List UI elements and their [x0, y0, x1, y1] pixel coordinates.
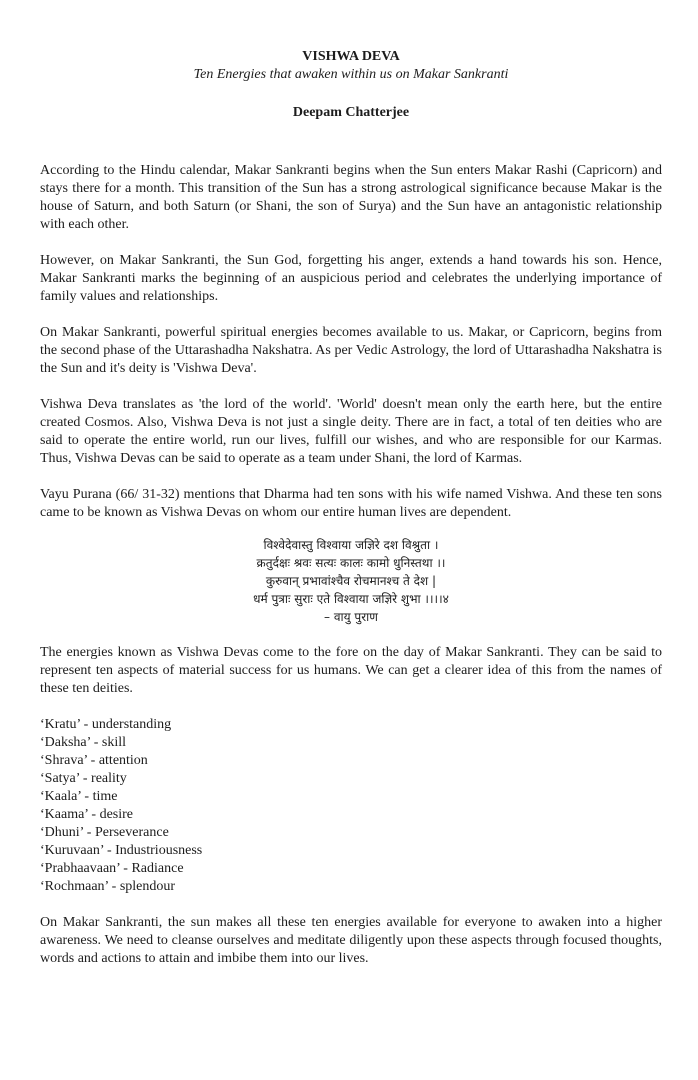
paragraph-6: The energies known as Vishwa Devas come to the fore on the day of Makar Sankranti. They can be said to represent ten aspects of material success for us humans. We can get a clearer idea of this from the names of these ten deities. — [40, 645, 662, 696]
paragraph-5: Vayu Purana (66/ 31-32) mentions that Dharma had ten sons with his wife named Vishwa. And these ten sons came to be known as Vishwa Devas on whom our entire human lives are dependent. — [40, 487, 662, 520]
list-item: ‘Shrava’ - attention — [40, 753, 148, 768]
document-subtitle: Ten Energies that awaken within us on Makar Sankranti — [193, 67, 509, 82]
author-name: Deepam Chatterjee — [292, 105, 410, 120]
document-page — [40, 48, 662, 968]
list-item: ‘Kaala’ - time — [40, 789, 118, 804]
verse-line: कुरुवान् प्रभावांश्चैव रोचमानश्च ते देश | — [265, 574, 437, 588]
paragraph-1: According to the Hindu calendar, Makar Sankranti begins when the Sun enters Makar Rashi (Capricorn) and stays there for a month. This transition of the Sun has a strong astrological significance because Makar is the house of Saturn, and both Saturn (or Shani, the son of Surya) and the Sun have an antagonistic relationship with each other. — [40, 163, 662, 232]
list-item: ‘Kaama’ - desire — [40, 807, 134, 822]
verse-line: क्रतुर्दक्षः श्रवः सत्यः कालः कामो धुनिस्तथा ।। — [256, 556, 446, 570]
list-item: ‘Kratu’ - understanding — [40, 717, 172, 732]
paragraph-2: However, on Makar Sankranti, the Sun God, forgetting his anger, extends a hand towards his son. Hence, Makar Sankranti marks the beginning of an auspicious period and celebrates the underlying importance of family values and relationships. — [40, 253, 662, 304]
closing-paragraph: On Makar Sankranti, the sun makes all these ten energies available for everyone to awaken into a higher awareness. We need to cleanse ourselves and meditate diligently upon these aspects through focused thoughts, words and actions to attain and imbibe them into our lives. — [40, 915, 662, 966]
sanskrit-verse — [40, 536, 662, 626]
deity-list — [40, 716, 662, 896]
verse-line: धर्म पुत्राः सुराः एते विश्वाया जज्ञिरे शुभा ।।।।४ — [253, 592, 449, 606]
list-item: ‘Dhuni’ - Perseverance — [40, 825, 169, 840]
list-item: ‘Kuruvaan’ - Industriousness — [40, 843, 203, 858]
paragraph-4: Vishwa Deva translates as 'the lord of the world'. 'World' doesn't mean only the earth here, but the entire created Cosmos. Also, Vishwa Deva is not just a single deity. There are in fact, a total of ten deities who are said to operate the entire world, run our lives, fulfill our wishes, and who are responsible for our Karmas. Thus, Vishwa Devas can be said to operate as a team under Shani, the lord of Karmas. — [40, 397, 662, 466]
list-item: ‘Rochmaan’ - splendour — [40, 879, 176, 894]
list-item: ‘Prabhaavaan’ - Radiance — [40, 861, 184, 876]
verse-line: विश्वेदेवास्तु विश्वाया जज्ञिरे दश विश्रुता । — [263, 538, 439, 552]
list-item: ‘Satya’ - reality — [40, 771, 127, 786]
paragraph-3: On Makar Sankranti, powerful spiritual energies becomes available to us. Makar, or Capricorn, begins from the second phase of the Uttarashadha Nakshatra. As per Vedic Astrology, the lord of Uttarashadha Nakshatra is the Sun and it's deity is 'Vishwa Deva'. — [40, 325, 662, 376]
document-title: VISHWA DEVA — [302, 49, 400, 64]
verse-source: – वायु पुराण — [324, 610, 378, 624]
list-item: ‘Daksha’ - skill — [40, 735, 127, 750]
